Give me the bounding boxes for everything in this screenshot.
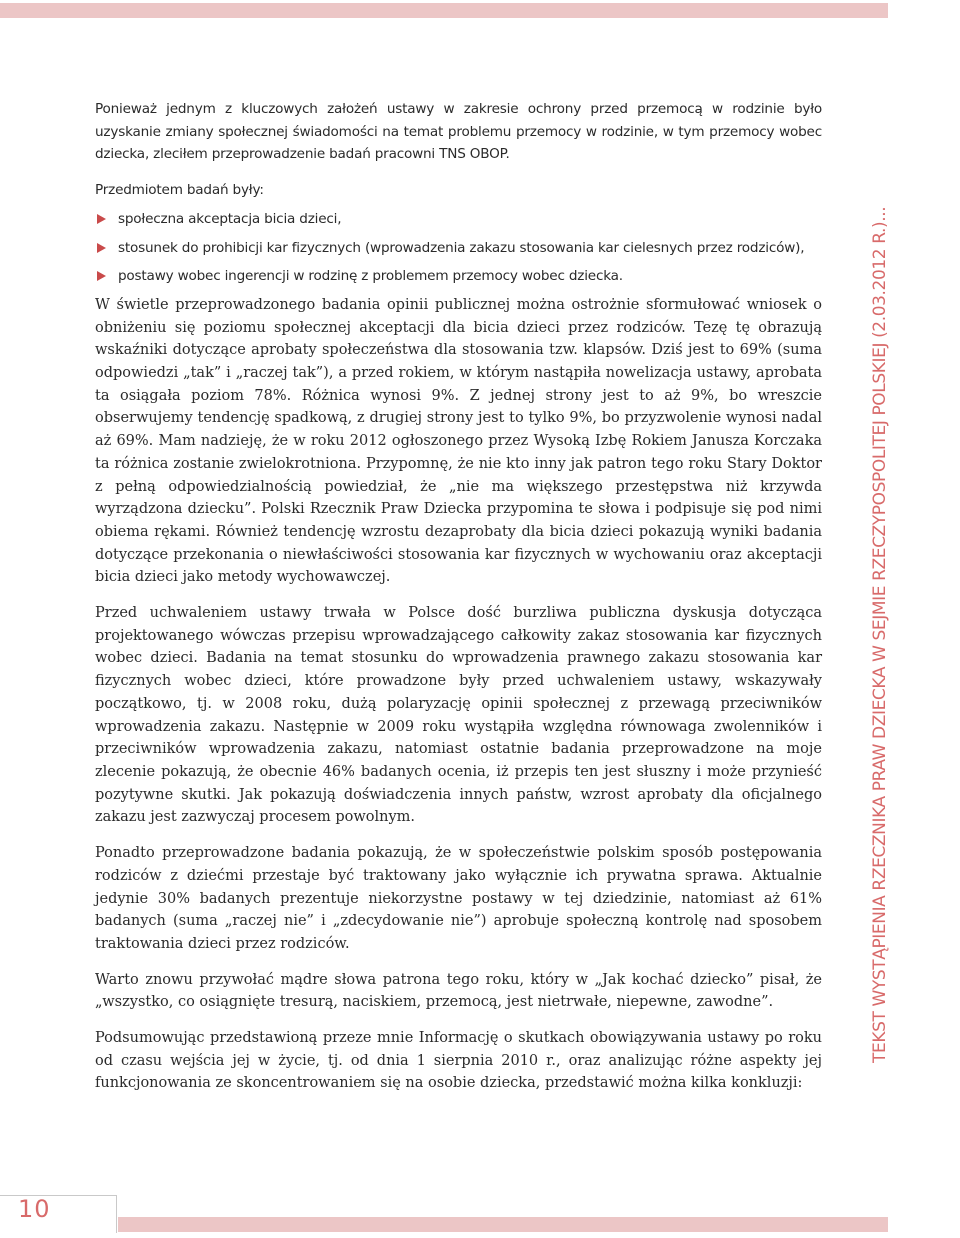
survey-results-paragraph: W świetle przeprowadzonego badania opinii publicznej można ostrożnie sformułować wniosek o obniżeniu się poziomu społecznej akceptacji dla bicia dzieci przez rodziców. Tezę tę obrazują wskaźniki dotyczące aprobaty społeczeństwa dla stosowania tzw. klapsów. Dziś jest to 69% (suma odpowiedzi „tak” i „raczej tak”), a przed rokiem, w którym nastąpiła nowelizacja ustawy, aprobata ta osiągała poziom 78%. Różnica wynosi 9%. Z jednej strony jest to aż 9%, bo wreszcie obserwujemy tendencję spadkową, z drugiej strony jest to tylko 9%, bo przyzwolenie wynosi nadal aż 69%. Mam nadzieję, że w roku 2012 ogłoszonego przez Wysoką Izbę Rokiem Janusza Korczaka ta różnica zostanie zwielokrotniona. Przypomnę, że nie kto inny jak patron tego roku Stary Doktor z pełną odpowiedzialnością powiedział, że „nie ma większego przestępstwa niż krzywda wyrządzona dziecku”. Polski Rzecznik Praw Dziecka przypomina te słowa i podpisuje się pod nimi obiema rękami. Również tendencję wzrostu dezaprobaty dla bicia dzieci pokazują wyniki badania dotyczące przekonania o niewłaściwości stosowania kar fizycznych w wychowaniu oraz akceptacji bicia dzieci jako metody wychowawczej. — [95, 296, 822, 586]
list-item — [95, 237, 822, 260]
conclusions-intro-paragraph: Podsumowując przedstawioną przeze mnie Informację o skutkach obowiązywania ustawy po roku od czasu wejścia jej w życie, tj. od dnia 1 sierpnia 2010 r., oraz analizując różne aspekty jej funkcjonowania ze skoncentrowaniem się na osobie dziecka, przedstawić można kilka konkluzji: — [95, 1030, 822, 1092]
research-subjects-list — [95, 208, 822, 288]
triangle-bullet-icon — [97, 243, 106, 253]
triangle-bullet-icon — [97, 214, 106, 224]
intro-paragraph: Ponieważ jednym z kluczowych założeń ustawy w zakresie ochrony przed przemocą w rodzinie było uzyskanie zmiany społecznej świadomości na temat problemu przemocy w rodzinie, w tym przemocy wobec dziecka, zleciłem przeprowadzenie badań pracowni TNS OBOP. — [95, 101, 822, 163]
list-item-text: stosunek do prohibicji kar fizycznych (wprowadzenia zakazu stosowania kar cielesnych przez rodziców), — [118, 239, 805, 256]
list-item-text: postawy wobec ingerencji w rodzinę z problemem przemocy wobec dziecka. — [118, 268, 623, 285]
running-header-vertical: TEKST WYSTĄPIENIA RZECZNIKA PRAW DZIECKA W SEJMIE RZECZYPOSPOLITEJ POLSKIEJ (2.03.2012 R.)... — [870, 206, 890, 1063]
social-control-paragraph: Ponadto przeprowadzone badania pokazują, że w społeczeństwie polskim sposób postępowania rodziców z dziećmi przestaje być traktowany jako wyłącznie ich prywatna sprawa. Aktualnie jedynie 30% badanych prezentuje niekorzystne postawy w tej dziedzinie, natomiast aż 61% badanych (suma „raczej nie” i „zdecydowanie nie”) aprobuje społeczną kontrolę nad sposobem traktowania dzieci przez rodziców. — [95, 845, 822, 952]
list-item — [95, 265, 822, 288]
triangle-bullet-icon — [97, 271, 106, 281]
page-number: 10 — [18, 1195, 51, 1223]
subject-heading: Przedmiotem badań były: — [95, 182, 264, 199]
top-decorative-bar — [0, 3, 888, 18]
bottom-decorative-bar — [118, 1217, 888, 1232]
list-item-text: społeczna akceptacja bicia dzieci, — [118, 210, 342, 227]
article-body — [95, 98, 822, 1095]
ban-debate-paragraph: Przed uchwaleniem ustawy trwała w Polsce dość burzliwa publiczna dyskusja dotycząca projektowanego wówczas przepisu wprowadzającego całkowity zakaz stosowania kar fizycznych wobec dzieci. Badania na temat stosunku do wprowadzenia prawnego zakazu stosowania kar fizycznych wobec dzieci, które prowadzone były przed uchwaleniem ustawy, wskazywały początkowo, tj. w 2008 roku, dużą polaryzację opinii społecznej z przewagą przeciwników wprowadzenia zakazu. Następnie w 2009 roku wystąpiła względna równowaga zwolenników i przeciwników wprowadzenia zakazu, natomiast ostatnie badania przeprowadzone na moje zlecenie pokazują, że obecnie 46% badanych ocenia, iż przepis ten jest słuszny i może przynieść pozytywne skutki. Jak pokazują doświadczenia innych państw, wzrost aprobaty dla oficjalnego zakazu jest zazwyczaj procesem powolnym. — [95, 605, 822, 826]
list-item — [95, 208, 822, 231]
korczak-quote-paragraph: Warto znowu przywołać mądre słowa patrona tego roku, który w „Jak kochać dziecko” pisał, że „wszystko, co osiągnięte tresurą, naciskiem, przemocą, jest nietrwałe, niepewne, zawodne”. — [95, 971, 822, 1011]
